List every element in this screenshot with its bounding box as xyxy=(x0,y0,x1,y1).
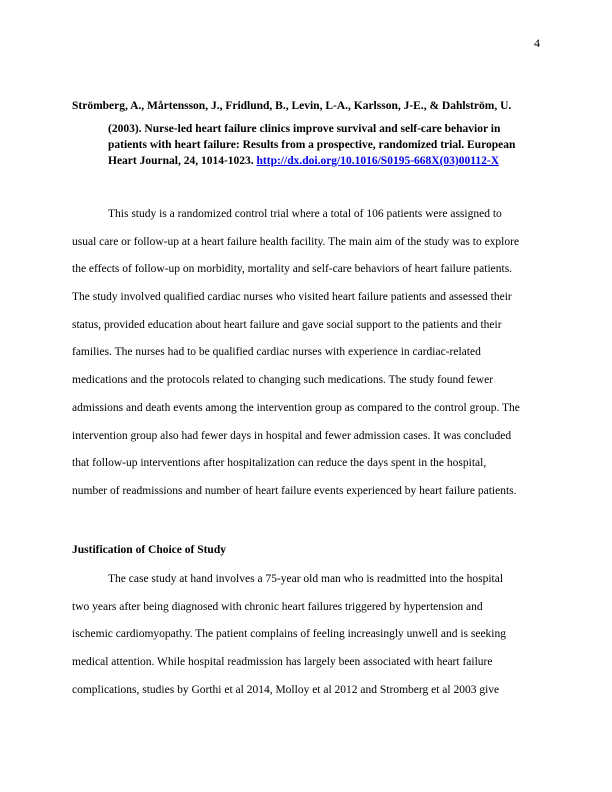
paragraph-line: the effects of follow-up on morbidity, mortality and self-care behaviors of heart failure patients. xyxy=(72,263,513,276)
paragraph-line: medications and the protocols related to changing such medications. The study found fewer xyxy=(72,374,494,387)
paragraph-line: two years after being diagnosed with chronic heart failures triggered by hypertension and xyxy=(72,600,483,613)
paragraph-line: ischemic cardiomyopathy. The patient complains of feeling increasingly unwell and is seeking xyxy=(72,628,507,641)
reference-authors: Strömberg, A., Mårtensson, J., Fridlund, B., Levin, L-A., Karlsson, J-E., & Dahlström, U. xyxy=(72,100,512,112)
justification-paragraph xyxy=(72,566,540,704)
paragraph-line: status, provided education about heart failure and gave social support to the patients and their xyxy=(72,318,502,331)
paragraph-line: families. The nurses had to be qualified cardiac nurses with experience in cardiac-related xyxy=(72,346,481,359)
paragraph-line: complications, studies by Gorthi et al 2014, Molloy et al 2012 and Stromberg et al 2003 give xyxy=(72,683,500,696)
doi-link[interactable]: http://dx.doi.org/10.1016/S0195-668X(03)00112-X xyxy=(256,155,499,167)
paragraph-line: intervention group also had fewer days in hospital and fewer admission cases. It was concluded xyxy=(72,429,512,442)
study-summary-paragraph xyxy=(72,201,540,506)
reference-details xyxy=(108,121,540,169)
section-heading: Justification of Choice of Study xyxy=(72,544,226,556)
paragraph-line: This study is a randomized control trial where a total of 106 patients were assigned to xyxy=(108,208,502,220)
paragraph-line: The study involved qualified cardiac nurses who visited heart failure patients and assessed their xyxy=(72,291,512,304)
paragraph-line: number of readmissions and number of heart failure events experienced by heart failure patients. xyxy=(72,484,517,497)
paragraph-line: The case study at hand involves a 75-year old man who is readmitted into the hospital xyxy=(108,573,504,585)
paragraph-line: admissions and death events among the intervention group as compared to the control group. The xyxy=(72,401,520,414)
reference-title-journal: (2003). Nurse-led heart failure clinics improve survival and self-care behavior in patients with heart failure: Results from a prospective, randomized trial. European Heart Journal, 24, 1014-1023. xyxy=(108,123,516,167)
paragraph-line: medical attention. While hospital readmission has largely been associated with heart failure xyxy=(72,656,493,669)
page-number: 4 xyxy=(534,36,540,50)
paragraph-line: usual care or follow-up at a heart failure health facility. The main aim of the study was to explore xyxy=(72,235,520,248)
paragraph-line: that follow-up interventions after hospitalization can reduce the days spent in the hospital, xyxy=(72,457,487,470)
